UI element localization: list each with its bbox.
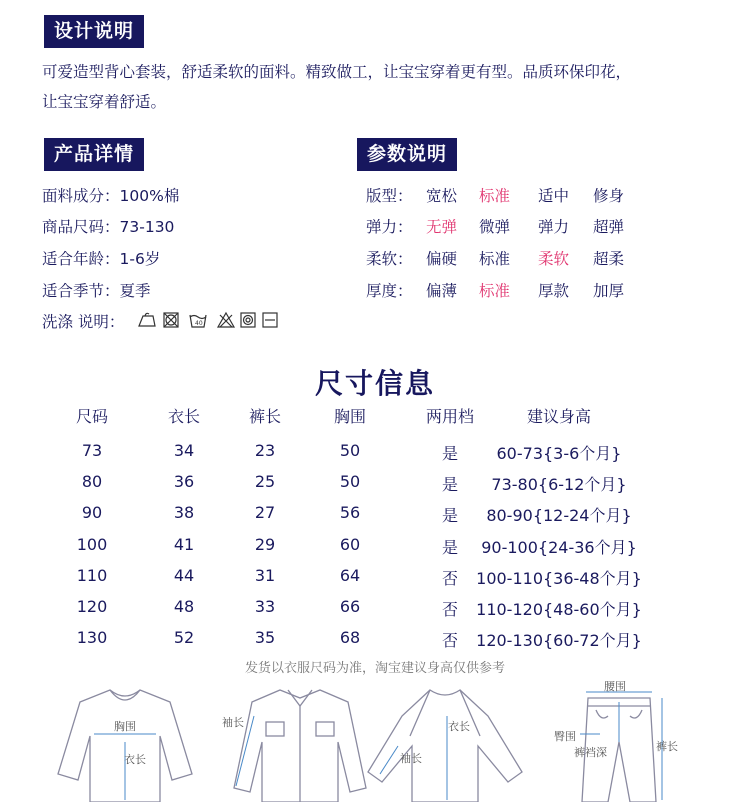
- item-value: 73-130: [119, 218, 175, 236]
- size-table-cell: 80-90{12-24个月}: [486, 506, 632, 526]
- design-header: 设计说明: [44, 15, 144, 48]
- size-table-cell: 33: [254, 597, 276, 616]
- no-bleach-icon: [218, 313, 234, 327]
- size-table-cell: 90-100{24-36个月}: [481, 537, 637, 557]
- size-table-cell: 41: [173, 534, 195, 554]
- param-option: 标准: [479, 187, 511, 205]
- size-table-cell: 60-73{3-6个月}: [496, 444, 622, 463]
- item-value: 100%棉: [119, 187, 180, 205]
- dry-clean-icon: [241, 313, 255, 327]
- flat-dry-icon: [263, 313, 277, 327]
- size-table-cell: 60: [339, 534, 361, 554]
- wash-icons: [137, 310, 282, 330]
- param-label: 柔软：: [366, 250, 413, 268]
- item-label: 适合季节：: [42, 282, 120, 300]
- size-table-header: 胸围: [333, 407, 367, 426]
- tshirt-chest-label: 胸围: [114, 720, 136, 733]
- param-option: 偏硬: [426, 250, 458, 268]
- size-table-cell: 64: [339, 565, 361, 585]
- param-option: 偏薄: [426, 282, 458, 300]
- size-table-cell: 50: [339, 472, 361, 492]
- design-description: [42, 57, 722, 117]
- no-tumble-dry-icon: [164, 313, 178, 327]
- param-option: 超弹: [593, 218, 625, 236]
- size-table-cell: 80: [81, 472, 103, 492]
- design-line-1: 可爱造型背心套装，舒适柔软的面料。精致做工，让宝宝穿着更有型。品质环保印花，: [42, 63, 632, 81]
- params-header: 参数说明: [357, 138, 457, 171]
- param-option: 标准: [479, 282, 511, 300]
- param-label: 版型：: [366, 187, 413, 205]
- param-option: 弹力: [538, 218, 570, 236]
- size-table-header: 裤长: [248, 407, 282, 426]
- pants-hip-label: 臀围: [554, 730, 576, 743]
- size-table-cell: 36: [173, 472, 195, 492]
- size-table-cell: 66: [339, 597, 361, 616]
- size-table-cell: 52: [173, 628, 195, 648]
- tshirt-length-label: 衣长: [124, 753, 146, 766]
- pants-waist-label: 腰围: [604, 680, 626, 693]
- size-table-header: 衣长: [167, 407, 201, 426]
- garment-diagrams: [0, 676, 750, 802]
- pants-rise-label: 裤裆深: [574, 746, 607, 759]
- size-table-cell: 48: [173, 597, 195, 616]
- size-table-header: 尺码: [75, 407, 109, 426]
- raglan-length-label: 衣长: [448, 720, 470, 733]
- size-table-cell: 29: [254, 534, 276, 554]
- wash-label: 洗涤 说明：: [42, 313, 125, 331]
- size-table-cell: 44: [173, 565, 195, 585]
- product-header: 产品详情: [44, 138, 144, 171]
- param-option: 标准: [479, 250, 511, 268]
- design-line-2: 让宝宝穿着舒适。: [42, 93, 167, 111]
- item-label: 适合年龄：: [42, 250, 120, 268]
- size-table-cell: 110-120{48-60个月}: [476, 600, 642, 619]
- size-table-cell: 否: [441, 631, 459, 651]
- size-table-cell: 120-130{60-72个月}: [476, 631, 642, 651]
- size-table-cell: 是: [441, 444, 459, 463]
- item-label: 面料成分：: [42, 187, 120, 205]
- product-item-size: [42, 215, 174, 237]
- svg-text:40: 40: [195, 320, 203, 327]
- hand-wash-icon: [139, 313, 155, 326]
- param-option: 修身: [593, 187, 625, 205]
- product-item-season: [42, 279, 151, 301]
- param-option: 无弹: [426, 218, 458, 236]
- product-item-age: [42, 247, 160, 269]
- param-option: 厚款: [538, 282, 570, 300]
- size-table-cell: 27: [254, 503, 276, 523]
- size-table-cell: 31: [254, 565, 276, 585]
- param-option: 微弹: [479, 218, 511, 236]
- param-option: 宽松: [426, 187, 458, 205]
- size-table-cell: 120: [76, 597, 108, 616]
- item-label: 商品尺码：: [42, 218, 120, 236]
- size-table-cell: 100-110{36-48个月}: [476, 568, 642, 588]
- size-table-cell: 100: [76, 534, 108, 554]
- size-table-cell: 73-80{6-12个月}: [491, 475, 627, 495]
- size-table-cell: 否: [441, 568, 459, 588]
- item-value: 1-6岁: [119, 250, 161, 268]
- size-table-cell: 是: [441, 506, 459, 526]
- size-table-cell: 23: [254, 441, 276, 460]
- size-table-cell: 73: [81, 441, 103, 460]
- sleeve-measure-line-2: [380, 746, 398, 774]
- size-table-cell: 是: [441, 475, 459, 495]
- param-label: 弹力：: [366, 218, 413, 236]
- size-table-cell: 50: [339, 441, 361, 460]
- size-table-cell: 35: [254, 628, 276, 648]
- size-table-cell: 是: [441, 537, 459, 557]
- size-table-cell: 110: [76, 565, 108, 585]
- size-title: 尺寸信息: [314, 367, 435, 400]
- size-table-cell: 56: [339, 503, 361, 523]
- shirt-diagram: [234, 690, 366, 802]
- pants-length-label: 裤长: [656, 740, 678, 753]
- size-table-header: 建议身高: [526, 407, 592, 426]
- raglan-sleeve-label: 袖长: [400, 752, 422, 765]
- param-option: 加厚: [593, 282, 625, 300]
- wash-tub-icon: [190, 315, 206, 327]
- size-table-cell: 34: [173, 441, 195, 460]
- size-note: 发货以衣服尺码为准，淘宝建议身高仅供参考: [244, 661, 505, 676]
- param-option: 超柔: [593, 250, 625, 268]
- size-table-cell: 否: [441, 600, 459, 619]
- param-option: 适中: [538, 187, 570, 205]
- size-table-cell: 130: [76, 628, 108, 648]
- item-value: 夏季: [119, 282, 151, 300]
- size-table-cell: 38: [173, 503, 195, 523]
- shirt-sleeve-label: 袖长: [222, 716, 244, 729]
- size-table-header: 两用档: [425, 407, 475, 426]
- raglan-diagram: [368, 690, 522, 802]
- product-item-fabric: [42, 184, 179, 206]
- size-table-cell: 90: [81, 503, 103, 523]
- param-option: 柔软: [538, 250, 570, 268]
- param-label: 厚度：: [366, 282, 413, 300]
- size-table-cell: 68: [339, 628, 361, 648]
- size-table-cell: 25: [254, 472, 276, 492]
